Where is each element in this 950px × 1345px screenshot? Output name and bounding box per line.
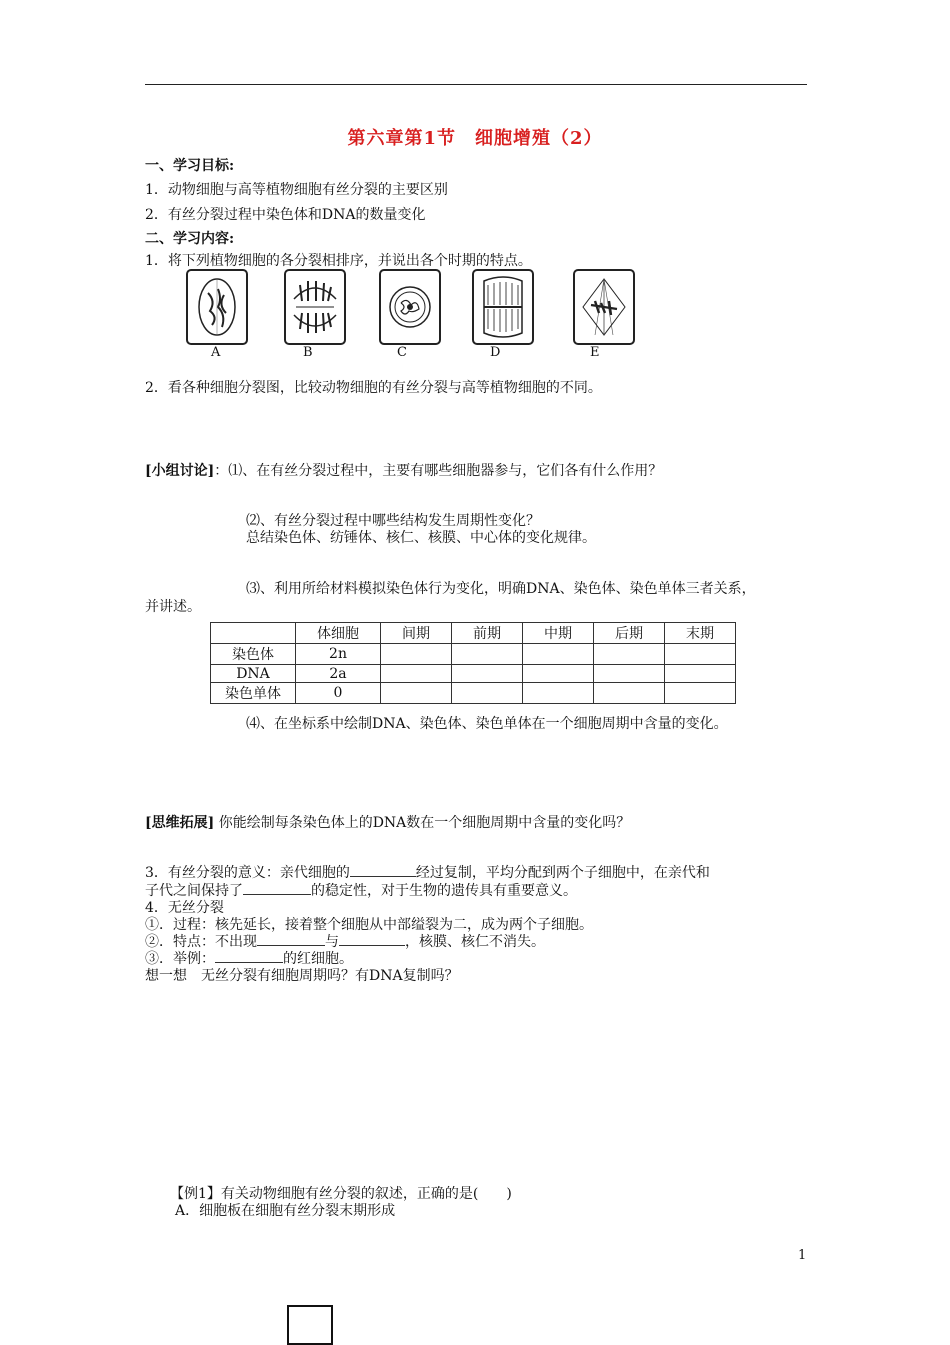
item-2: 2．看各种细胞分裂图，比较动物细胞的有丝分裂与高等植物细胞的不同。 [145, 380, 602, 396]
table-cell[interactable] [594, 665, 665, 683]
table-header-cell: 中期 [523, 623, 594, 644]
discussion-q1-text: ：⑴、在有丝分裂过程中，主要有哪些细胞器参与，它们各有什么作用？ [214, 463, 663, 479]
chromosome-table [210, 622, 736, 704]
meaning-text: 3．有丝分裂的意义：亲代细胞的 [145, 865, 350, 881]
discussion-q1 [145, 460, 662, 480]
amitosis-text: 的红细胞。 [283, 951, 353, 967]
content-heading: 二、学习内容: [145, 231, 235, 247]
table-cell[interactable] [452, 683, 523, 704]
meaning-text: 经过复制，平均分配到两个子细胞中，在亲代和 [415, 865, 710, 881]
amitosis-text: 与 [325, 934, 339, 950]
blank-field[interactable] [339, 933, 405, 946]
goal-2: 2．有丝分裂过程中染色体和DNA的数量变化 [145, 207, 426, 223]
table-cell[interactable] [594, 683, 665, 704]
table-cell: 染色单体 [211, 683, 296, 704]
table-header-row [211, 623, 736, 644]
extension-text: 你能绘制每条染色体上的DNA数在一个细胞周期中含量的变化吗？ [218, 815, 631, 831]
cell-figure-b [284, 269, 346, 345]
table-header-cell [211, 623, 296, 644]
table-cell: 0 [296, 683, 381, 704]
table-row [211, 683, 736, 704]
cell-figure-c [379, 269, 441, 345]
page-title: 第六章第1节 细胞增殖（2） [347, 128, 603, 149]
figure-label-b: B [303, 345, 313, 360]
meaning-line-1 [145, 862, 710, 882]
figure-label-e: E [590, 345, 600, 360]
cell-figure-a [186, 269, 248, 345]
item-1: 1．将下列植物细胞的各分裂相排序，并说出各个时期的特点。 [145, 253, 532, 269]
example-option-a: A．细胞板在细胞有丝分裂末期形成 [175, 1203, 396, 1219]
goals-heading: 一、学习目标: [145, 158, 235, 174]
discussion-q4: ⑷、在坐标系中绘制DNA、染色体、染色单体在一个细胞周期中含量的变化。 [246, 716, 728, 732]
amitosis-text: ，核膜、核仁不消失。 [405, 934, 545, 950]
example-question: 【例1】有关动物细胞有丝分裂的叙述，正确的是( ) [170, 1186, 512, 1202]
table-cell[interactable] [665, 665, 736, 683]
table-row [211, 644, 736, 665]
discussion-q2a: ⑵、有丝分裂过程中哪些结构发生周期性变化？ [246, 513, 540, 529]
table-cell[interactable] [452, 644, 523, 665]
table-header-cell: 后期 [594, 623, 665, 644]
amitosis-text: ③．举例： [145, 951, 215, 967]
table-cell[interactable] [381, 644, 452, 665]
table-cell: DNA [211, 665, 296, 683]
table-cell[interactable] [594, 644, 665, 665]
table-cell[interactable] [523, 665, 594, 683]
table-cell: 2a [296, 665, 381, 683]
think-question: 想一想 无丝分裂有细胞周期吗？有DNA复制吗？ [145, 968, 459, 984]
blank-field[interactable] [243, 882, 311, 895]
blank-field[interactable] [215, 950, 283, 963]
amitosis-text: ②．特点：不出现 [145, 934, 257, 950]
goal-1: 1．动物细胞与高等植物细胞有丝分裂的主要区别 [145, 182, 448, 198]
cell-figure-d [472, 269, 534, 345]
table-cell[interactable] [665, 644, 736, 665]
figure-label-d: D [490, 345, 501, 360]
amitosis-heading: 4．无丝分裂 [145, 900, 224, 916]
table-cell: 染色体 [211, 644, 296, 665]
table-cell[interactable] [665, 683, 736, 704]
discussion-q3a: ⑶、利用所给材料模拟染色体行为变化，明确DNA、染色体、染色单体三者关系， [246, 581, 756, 597]
discussion-q2b: 总结染色体、纺锤体、核仁、核膜、中心体的变化规律。 [246, 530, 596, 546]
header-rule [145, 84, 807, 85]
extension [145, 812, 630, 832]
footer-box [287, 1305, 333, 1345]
table-cell[interactable] [381, 665, 452, 683]
figure-label-a: A [211, 345, 221, 360]
table-cell[interactable] [452, 665, 523, 683]
meaning-text: 的稳定性，对于生物的遗传具有重要意义。 [311, 883, 577, 899]
table-cell[interactable] [523, 683, 594, 704]
table-cell: 2n [296, 644, 381, 665]
table-cell[interactable] [381, 683, 452, 704]
table-cell[interactable] [523, 644, 594, 665]
table-header-cell: 体细胞 [296, 623, 381, 644]
discussion-q3b: 并讲述。 [145, 599, 201, 615]
amitosis-process: ①．过程：核先延长，接着整个细胞从中部缢裂为二，成为两个子细胞。 [145, 917, 593, 933]
meaning-text: 子代之间保持了 [145, 883, 243, 899]
discussion-tag: [小组讨论] [145, 463, 215, 479]
extension-tag: [思维拓展] [145, 815, 215, 831]
blank-field[interactable] [257, 933, 325, 946]
cell-figure-e [573, 269, 635, 345]
table-header-cell: 末期 [665, 623, 736, 644]
figure-label-c: C [397, 345, 407, 360]
table-header-cell: 前期 [452, 623, 523, 644]
table-row [211, 665, 736, 683]
blank-field[interactable] [350, 864, 416, 877]
page-number: 1 [798, 1248, 807, 1263]
table-header-cell: 间期 [381, 623, 452, 644]
